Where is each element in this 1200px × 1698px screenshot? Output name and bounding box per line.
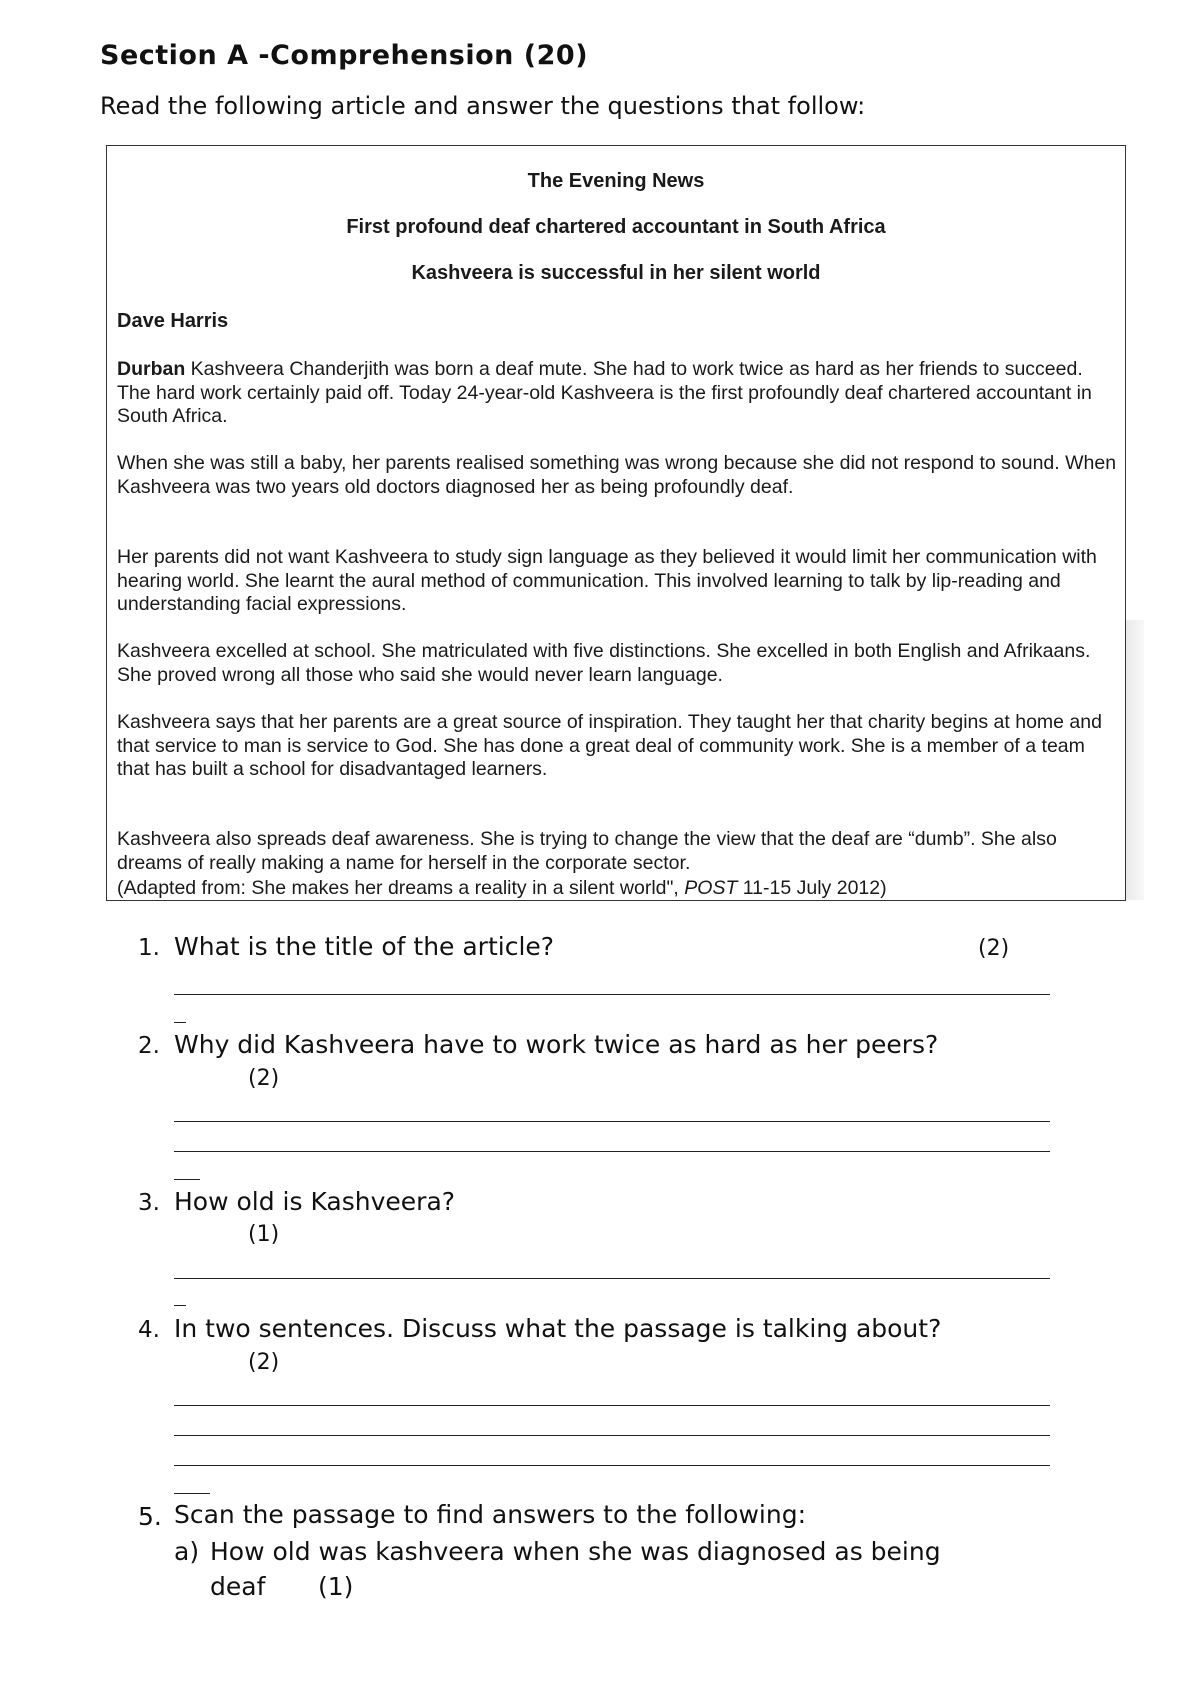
question-marks: (2) — [978, 936, 1010, 961]
answer-line[interactable] — [174, 994, 1050, 995]
answer-line-stub — [174, 1305, 186, 1306]
article-subheadline: Kashveera is successful in her silent world — [411, 262, 821, 284]
question-marks: (1) — [318, 1572, 354, 1601]
question-marks: (1) — [248, 1222, 280, 1247]
question-text: In two sentences. Discuss what the passage is talking about? — [174, 1314, 942, 1343]
scan-shadow — [1124, 620, 1144, 900]
question-number: 3. — [138, 1190, 160, 1216]
question-number: 1. — [138, 935, 160, 961]
article-paragraph: Kashveera says that her parents are a great source of inspiration. They taught her that charity begins at home and that service to man is service to God. She has done a great deal of community work. She is a member of a team that has built a school for disadvantaged learners. — [117, 711, 1102, 780]
answer-line[interactable] — [174, 1121, 1050, 1122]
article-paragraph: Her parents did not want Kashveera to study sign language as they believed it would limit her communication with hearing world. She learnt the aural method of communication. This involved learning to talk by lip-reading and understanding facial expressions. — [117, 546, 1097, 615]
article-paragraph: Durban Kashveera Chanderjith was born a deaf mute. She had to work twice as hard as her friends to succeed. The hard work certainly paid off. Today 24-year-old Kashveera is the first profoundly deaf chartered accountant in South Africa. — [117, 358, 1092, 427]
answer-line[interactable] — [174, 1435, 1050, 1436]
article-headline: First profound deaf chartered accountant in South Africa — [346, 216, 886, 238]
instruction-text: Read the following article and answer the questions that follow: — [100, 92, 866, 120]
article-dateline: Durban — [117, 358, 186, 380]
answer-line[interactable] — [174, 1151, 1050, 1152]
answer-line[interactable] — [174, 1405, 1050, 1406]
article-paragraph: Kashveera excelled at school. She matriculated with five distinctions. She excelled in both English and Afrikaans. She proved wrong all those who said she would never learn language. — [117, 640, 1091, 686]
question-number: 4. — [138, 1317, 160, 1343]
article-paragraph: Kashveera also spreads deaf awareness. She is trying to change the view that the deaf are “dumb”. She also dreams of really making a name for herself in the corporate sector. — [117, 828, 1057, 874]
article-source: (Adapted from: She makes her dreams a reality in a silent world", POST 11-15 July 2012) — [117, 877, 887, 899]
question-marks: (2) — [248, 1066, 280, 1091]
subquestion-label: a) — [174, 1537, 200, 1566]
question-number: 2. — [138, 1033, 160, 1059]
answer-line-stub — [174, 1493, 210, 1494]
question-text: Why did Kashveera have to work twice as hard as her peers? — [174, 1030, 939, 1059]
article-author: Dave Harris — [117, 310, 229, 332]
article-box — [106, 145, 1126, 901]
question-marks: (2) — [248, 1350, 280, 1375]
subquestion-text: deaf — [210, 1572, 266, 1601]
article-paragraph: When she was still a baby, her parents realised something was wrong because she did not respond to sound. When Kashveera was two years old doctors diagnosed her as being profoundly deaf. — [117, 452, 1117, 498]
subquestion-text: How old was kashveera when she was diagnosed as being — [210, 1537, 941, 1566]
question-number: 5. — [138, 1502, 162, 1531]
answer-line[interactable] — [174, 1465, 1050, 1466]
answer-line-stub — [174, 1022, 186, 1023]
section-title: Section A -Comprehension (20) — [100, 40, 589, 71]
question-text: How old is Kashveera? — [174, 1187, 456, 1216]
question-text: What is the title of the article? — [174, 932, 555, 961]
answer-line-stub — [174, 1179, 200, 1180]
newspaper-name: The Evening News — [527, 170, 705, 192]
question-text: Scan the passage to find answers to the following: — [174, 1500, 807, 1529]
answer-line[interactable] — [174, 1278, 1050, 1279]
